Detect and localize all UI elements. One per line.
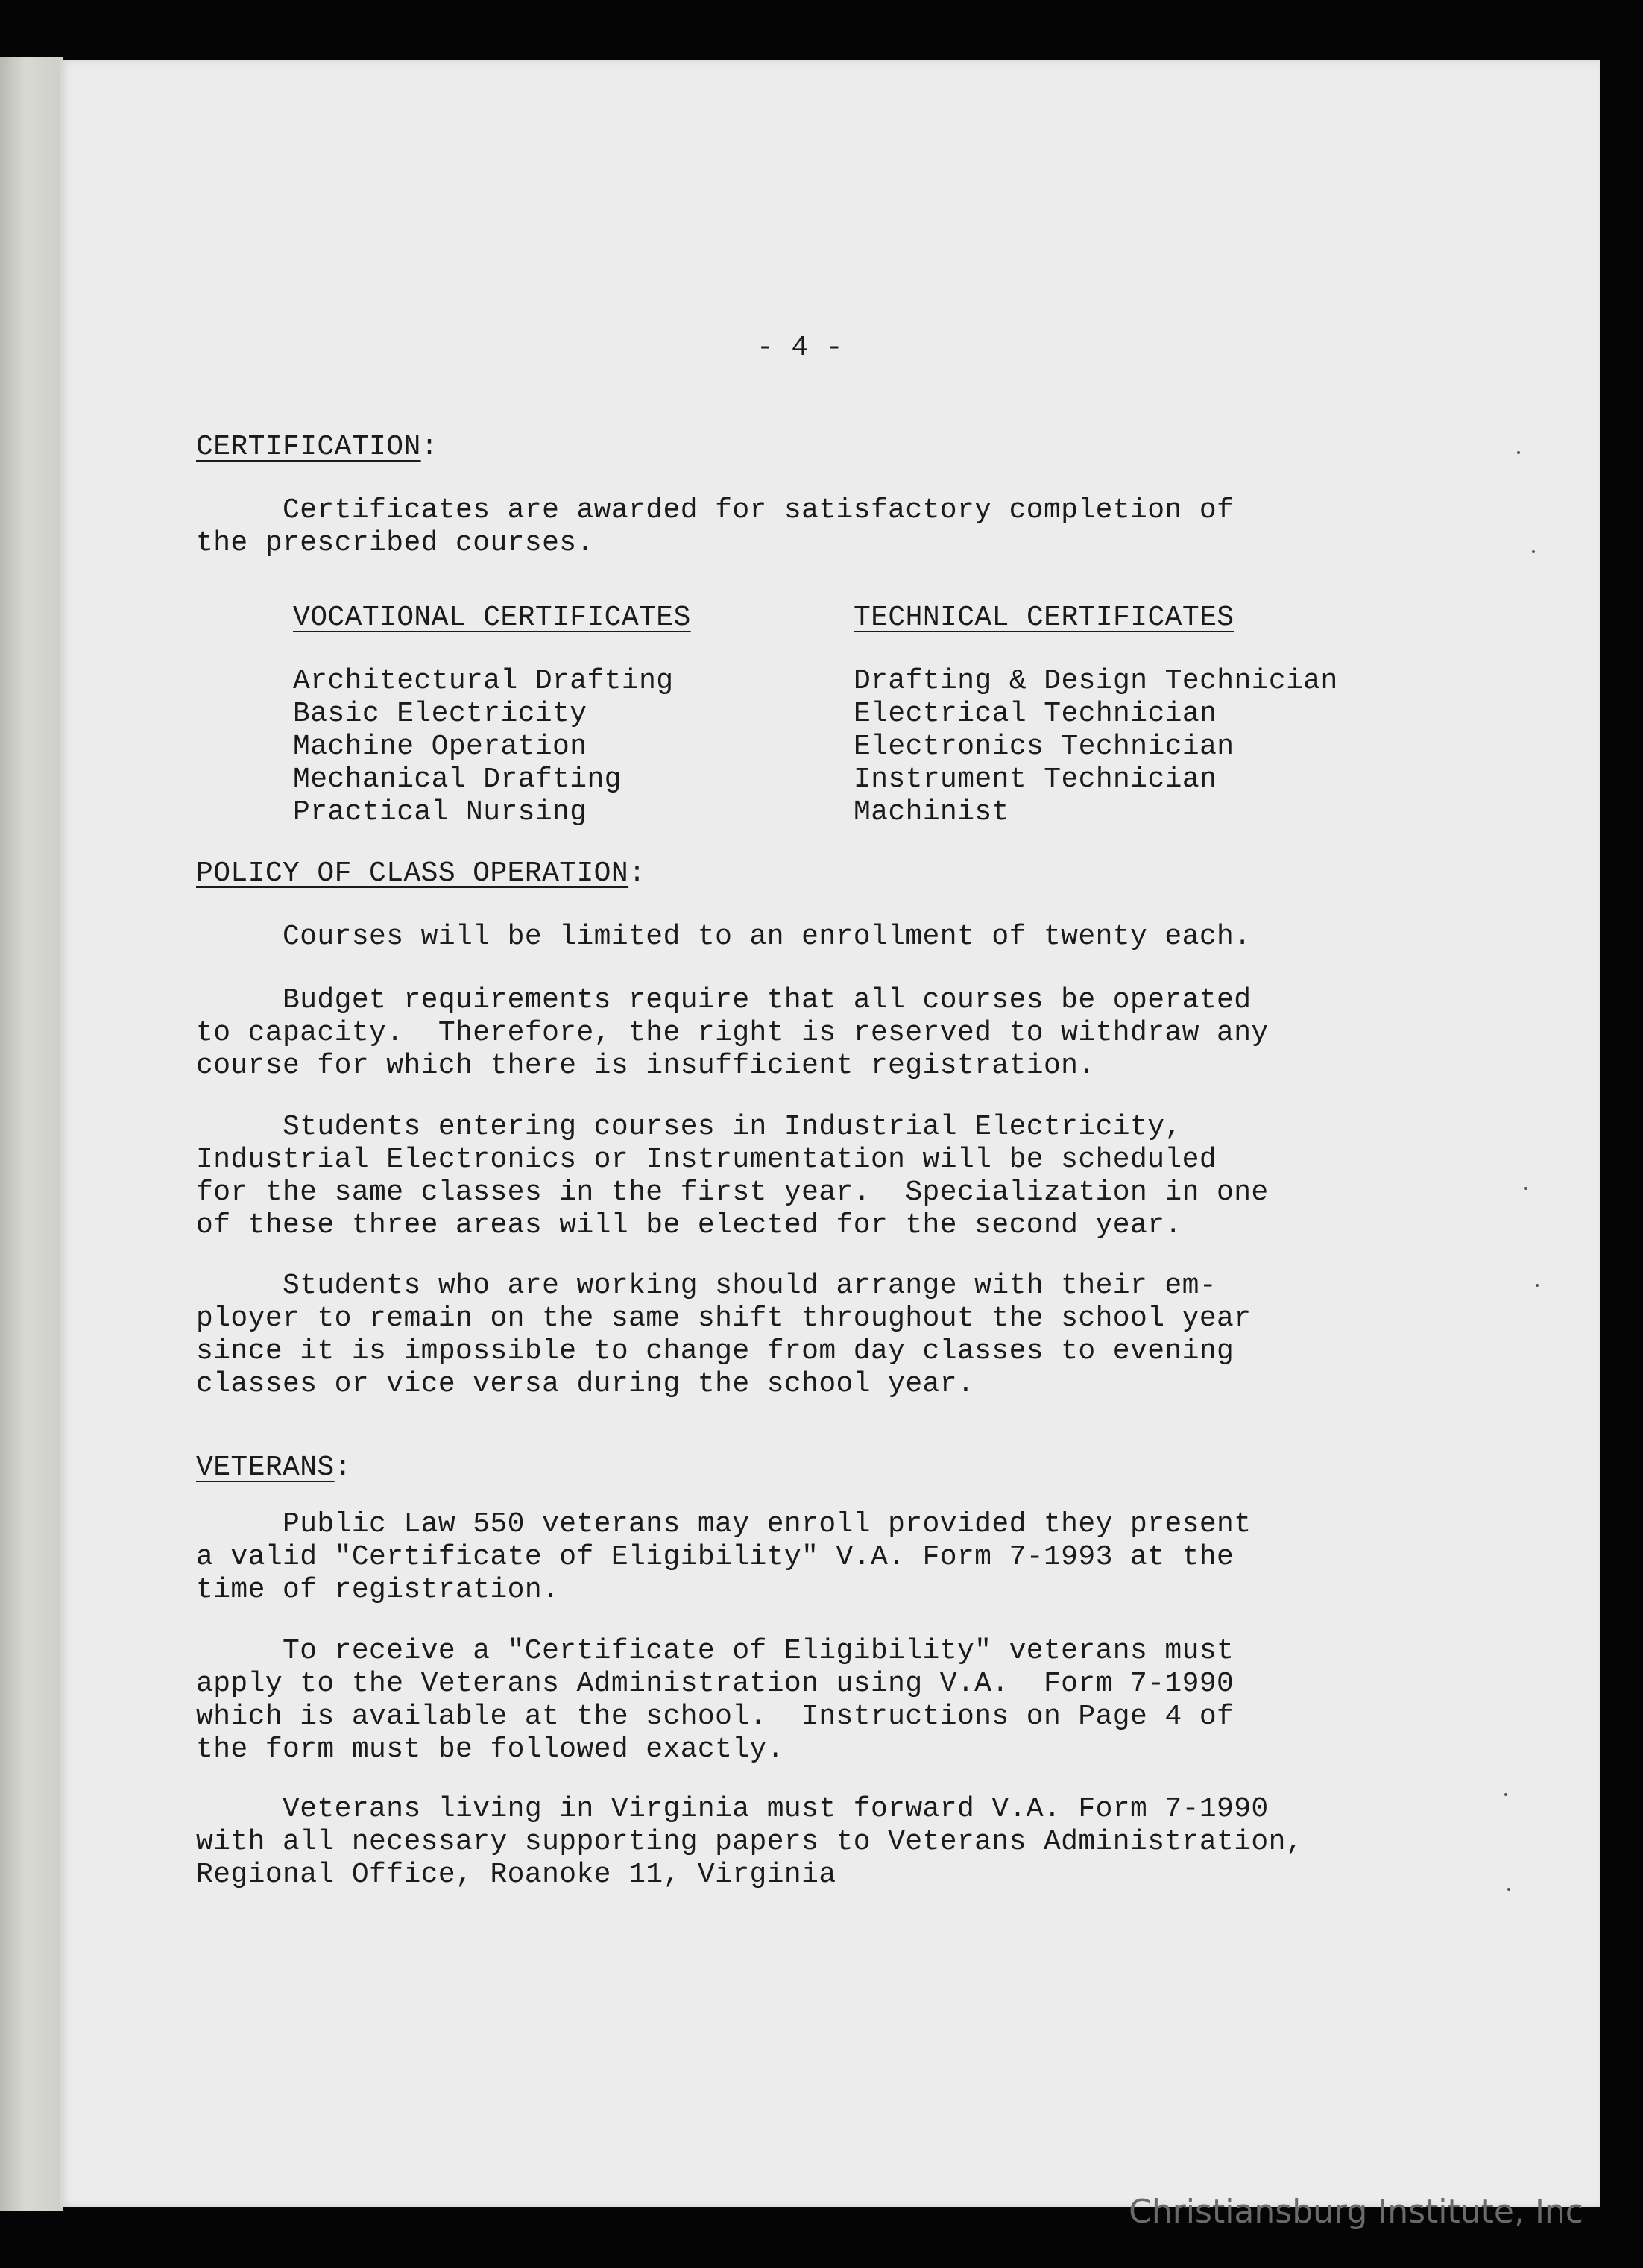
policy-paragraph-4: Students who are working should arrange with their em- ployer to remain on the same shift throughout the school year since it is impossible to change from day classes to evening classes or vice versa during the school year.	[196, 1270, 1252, 1400]
veterans-paragraph-1: Public Law 550 veterans may enroll provided they present a valid "Certificate of Eligibility" V.A. Form 7-1993 at the time of registration.	[196, 1508, 1252, 1606]
vocational-certificates-heading: VOCATIONAL CERTIFICATES	[293, 602, 691, 634]
list-item: Practical Nursing	[293, 796, 587, 828]
certification-intro: Certificates are awarded for satisfactory completion of the prescribed courses.	[196, 494, 1234, 559]
list-item: Machinist	[854, 796, 1009, 828]
paper-speck	[1524, 1187, 1527, 1190]
list-item: Basic Electricity	[293, 698, 587, 730]
paper-speck	[1517, 451, 1520, 454]
policy-heading: POLICY OF CLASS OPERATION:	[196, 857, 646, 889]
technical-certificates-heading: TECHNICAL CERTIFICATES	[854, 602, 1234, 634]
vocational-certificates-list	[293, 665, 673, 829]
policy-paragraph-3: Students entering courses in Industrial Electricity, Industrial Electronics or Instrumentation will be scheduled for the same classes in the first year. Specialization in one of these three areas will be elected for the second year.	[196, 1111, 1269, 1241]
paper-speck	[1507, 1888, 1510, 1891]
veterans-heading: VETERANS:	[196, 1452, 352, 1484]
page-number: - 4 -	[757, 332, 844, 364]
paper-speck	[1536, 1284, 1539, 1287]
list-item: Mechanical Drafting	[293, 763, 622, 796]
veterans-paragraph-3: Veterans living in Virginia must forward V.A. Form 7-1990 with all necessary supporting papers to Veterans Administration, Regional Office, Roanoke 11, Virginia	[196, 1793, 1304, 1891]
certification-heading: CERTIFICATION:	[196, 431, 438, 463]
paper-speck	[1504, 1793, 1507, 1796]
watermark: Christiansburg Institute, Inc	[1129, 2193, 1583, 2231]
technical-certificates-list	[854, 665, 1338, 829]
document-page	[60, 60, 1600, 2207]
policy-paragraph-2: Budget requirements require that all courses be operated to capacity. Therefore, the right is reserved to withdraw any course for which there is insufficient registration.	[196, 984, 1269, 1082]
policy-paragraph-1: Courses will be limited to an enrollment of twenty each.	[196, 921, 1252, 953]
list-item: Electrical Technician	[854, 698, 1217, 730]
list-item: Architectural Drafting	[293, 665, 674, 697]
veterans-paragraph-2: To receive a "Certificate of Eligibility" veterans must apply to the Veterans Administration using V.A. Form 7-1990 which is available at the school. Instructions on Page 4 of the form must be followed exactly.	[196, 1635, 1234, 1765]
list-item: Machine Operation	[293, 731, 587, 763]
list-item: Electronics Technician	[854, 731, 1234, 763]
left-page-edge	[0, 57, 63, 2211]
paper-speck	[1532, 550, 1535, 553]
list-item: Instrument Technician	[854, 763, 1217, 796]
list-item: Drafting & Design Technician	[854, 665, 1338, 697]
